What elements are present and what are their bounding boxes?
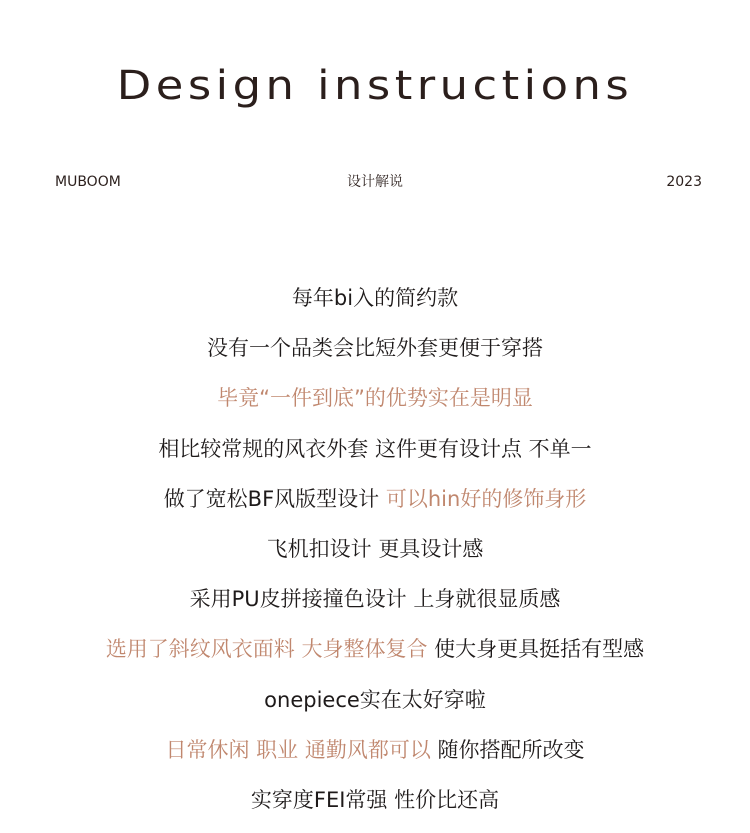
line-segment: 使大身更具挺括有型感 <box>434 637 645 662</box>
description-line <box>0 733 750 783</box>
line-segment: 采用PU皮拼接撞色设计 上身就很显质感 <box>189 587 561 612</box>
line-segment: 日常休闲 职业 通勤风都可以 <box>165 737 438 762</box>
description-line <box>0 331 750 381</box>
description-line <box>0 432 750 482</box>
line-segment: 做了宽松BF风版型设计 <box>163 486 386 511</box>
page-title: Design instructions <box>116 63 634 109</box>
description-line <box>0 482 750 532</box>
line-segment: 可以hin好的修饰身形 <box>385 486 587 511</box>
line-segment: 相比较常规的风衣外套 这件更有设计点 不单一 <box>158 436 592 461</box>
line-segment: 飞机扣设计 更具设计感 <box>266 536 484 561</box>
description-line <box>0 281 750 331</box>
description-line <box>0 532 750 582</box>
line-segment: 选用了斜纹风衣面料 大身整体复合 <box>105 637 435 662</box>
description-line <box>0 381 750 431</box>
section-label: 设计解说 <box>347 174 403 190</box>
description-line <box>0 783 750 833</box>
year-label: 2023 <box>666 174 702 190</box>
line-segment: 毕竟“一件到底”的优势实在是明显 <box>217 386 533 411</box>
description-line <box>0 683 750 733</box>
description-lines <box>0 281 750 833</box>
brand-label: MUBOOM <box>55 174 121 190</box>
line-segment: onepiece实在太好穿啦 <box>264 687 486 712</box>
line-segment: 没有一个品类会比短外套更便于穿搭 <box>207 336 543 361</box>
line-segment: 实穿度FEI常强 性价比还高 <box>250 787 500 812</box>
line-segment: 每年bi入的简约款 <box>291 286 459 310</box>
line-segment: 随你搭配所改变 <box>437 737 585 762</box>
description-line <box>0 632 750 682</box>
description-line <box>0 582 750 632</box>
